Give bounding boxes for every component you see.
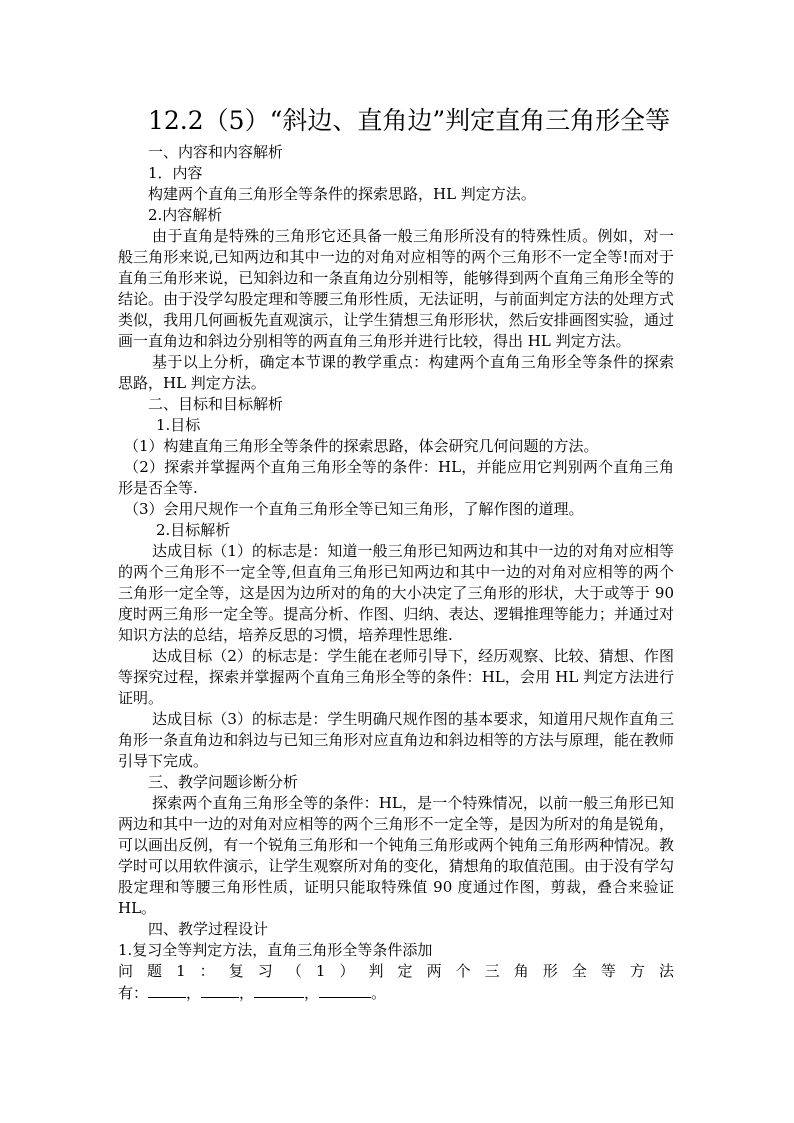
goal-item-1: （1）构建直角三角形全等条件的探索思路，体会研究几何问题的方法。: [124, 437, 599, 455]
q1-char: ：: [199, 962, 215, 980]
process-step-1-heading: 1.复习全等判定方法，直角三角形全等条件添加: [118, 941, 433, 959]
document-page: [118, 104, 674, 1004]
q1-char: 两: [426, 962, 442, 980]
goal-analysis-paragraph-2: 达成目标（2）的标志是：学生能在老师引导下，经历观察、比较、猜想、作图等探究过程，探索并掌握两个直角三角形全等的条件：HL，会用 HL 判定方法进行证明。: [118, 647, 674, 707]
section-heading-1: 一、内容和内容解析: [148, 143, 284, 161]
q1-char: 等: [600, 962, 616, 980]
answer-blank-4[interactable]: [319, 982, 371, 998]
q1-char: ）: [339, 962, 355, 980]
section-heading-3: 三、教学问题诊断分析: [148, 773, 299, 791]
q1-char: 判: [368, 962, 384, 980]
q1-char: 个: [455, 962, 471, 980]
q1-char: 形: [542, 962, 558, 980]
answer-blank-2[interactable]: [201, 982, 239, 998]
q1-char: 方: [629, 962, 645, 980]
section-heading-4: 四、教学过程设计: [148, 920, 269, 938]
subsection-heading-1-1: 1．内容: [148, 164, 203, 182]
q1-char: 1: [315, 962, 326, 980]
goal-item-3: （3）会用尺规作一个直角三角形全等已知三角形，了解作图的道理。: [124, 500, 584, 518]
q1-end: 。: [371, 984, 387, 1002]
q1-prefix: 有：: [118, 984, 149, 1002]
q1-char: 三: [484, 962, 500, 980]
answer-blank-3[interactable]: [254, 982, 304, 998]
goal-item-2: （2）探索并掌握两个直角三角形全等的条件：HL，并能应用它判别两个直角三角形是否全等.: [118, 458, 674, 497]
q1-char: 法: [658, 962, 674, 980]
goal-analysis-paragraph-3: 达成目标（3）的标志是：学生明确尺规作图的基本要求，知道用尺规作直角三角形一条直角边和斜边与已知三角形对应直角边和斜边相等的方法与原理，能在教师引导下完成。: [118, 710, 674, 770]
q1-char: 角: [513, 962, 529, 980]
q1-char: 全: [571, 962, 587, 980]
q1-char: 定: [397, 962, 413, 980]
answer-blank-1[interactable]: [148, 982, 186, 998]
content-analysis-paragraph: 由于直角是特殊的三角形它还具备一般三角形所没有的特殊性质。例如，对一般三角形来说,已知两边和其中一边的对角对应相等的两个三角形不一定全等!而对于直角三角形来说，已知斜边和一条直角边分别相等，能够得到两个直角三角形全等的结论。由于没学勾股定理和等腰三角形性质，无法证明，与前面判定方法的处理方式类似，我用几何画板先直观演示，让学生猜想三角形形状，然后安排画图实验，通过画一直角边和斜边分别相等的两直角三角形并进行比较，得出 HL 判定方法。: [118, 227, 674, 350]
q1-separator: ，: [186, 984, 202, 1002]
subsection-heading-1-2: 2.内容解析: [148, 206, 223, 224]
subsection-heading-2-2: 2.目标解析: [156, 521, 231, 539]
q1-separator: ，: [304, 984, 320, 1002]
page-title: 12.2（5）“斜边、直角边”判定直角三角形全等: [148, 106, 671, 135]
q1-char: 习: [257, 962, 273, 980]
q1-char: （: [286, 962, 302, 980]
q1-char: 复: [228, 962, 244, 980]
q1-char: 问: [118, 962, 134, 980]
q1-char: 题: [147, 962, 163, 980]
q1-char: 1: [176, 962, 186, 980]
goal-analysis-paragraph-1: 达成目标（1）的标志是：知道一般三角形已知两边和其中一边的对角对应相等的两个三角形不一定全等,但直角三角形已知两边和其中一边的对角对应相等的两个三角形一定全等，这是因为边所对的角的大小决定了三角形的形状，大于或等于 90 度时两三角形一定全等。提高分析、作图、归纳、表达、逻辑推理等能力；并通过对知识方法的总结，培养反思的习惯，培养理性思维.: [118, 542, 674, 644]
section-heading-2: 二、目标和目标解析: [148, 395, 284, 413]
diagnosis-paragraph: 探索两个直角三角形全等的条件：HL，是一个特殊情况，以前一般三角形已知两边和其中一边的对角对应相等的两个三角形不一定全等，是因为所对的角是锐角，可以画出反例，有一个锐角三角形和一个钝角三角形或两个钝角三角形两种情况。教学时可以用软件演示，让学生观察所对角的变化，猜想角的取值范围。由于没有学勾股定理和等腰三角形性质，证明只能取特殊值 90 度通过作图，剪裁，叠合来验证 HL。: [118, 794, 674, 917]
content-text: 构建两个直角三角形全等条件的探索思路，HL 判定方法。: [148, 185, 536, 203]
question-1-line: [118, 961, 674, 982]
teaching-focus-paragraph: 基于以上分析，确定本节课的教学重点：构建两个直角三角形全等条件的探索思路，HL 判定方法。: [118, 353, 674, 392]
question-1-answer-line: [118, 982, 674, 1004]
subsection-heading-2-1: 1.目标: [156, 416, 201, 434]
q1-separator: ，: [239, 984, 255, 1002]
